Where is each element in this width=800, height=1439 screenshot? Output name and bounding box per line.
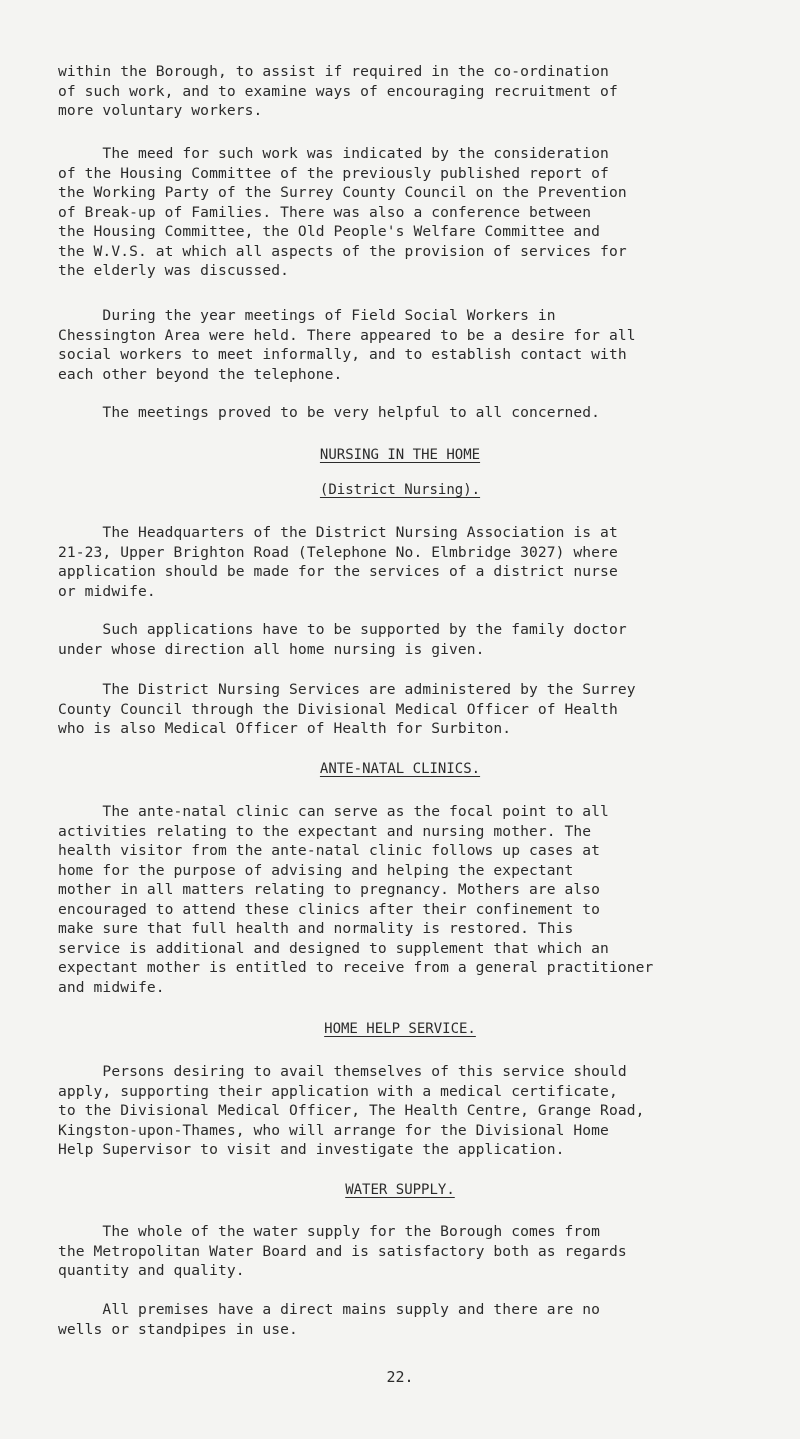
paragraph-housing-committee: The meed for such work was indicated by the consideration of the Housing Committee of the previously published report of the Working Party of the Surrey County Council on the Prevention of Break-up of Families. There was also a conference between the Housing Committee, the Old People's Welfare Committee and the W.V.S. at which all aspects of the provision of services for the elderly was discussed. <box>58 145 627 279</box>
paragraph-nursing-headquarters: The Headquarters of the District Nursing Association is at 21-23, Upper Brighton Road (Telephone No. Elmbridge 3027) where application should be made for the services of a district nurse or midwife. <box>58 524 618 600</box>
paragraph-field-social-workers: During the year meetings of Field Social Workers in Chessington Area were held. There appeared to be a desire for all social workers to meet informally, and to establish contact with each other beyond the telephone. <box>58 307 636 383</box>
paragraph-mains-supply: All premises have a direct mains supply and there are no wells or standpipes in use. <box>58 1301 601 1338</box>
paragraph-home-help-application: Persons desiring to avail themselves of this service should apply, supporting their application with a medical certificate, to the Divisional Medical Officer, The Health Centre, Grange Road, Kingston-upon-Thames, who will arrange for the Divisional Home Help Supervisor to visit and investigate the application. <box>58 1063 645 1158</box>
heading-district-nursing: (District Nursing). <box>319 482 481 498</box>
paragraph-metropolitan-water-board: The whole of the water supply for the Borough comes from the Metropolitan Water Board and is satisfactory both as regards quantity and quality. <box>58 1223 627 1279</box>
paragraph-nursing-administration: The District Nursing Services are administered by the Surrey County Council through the Divisional Medical Officer of Health who is also Medical Officer of Health for Surbiton. <box>58 681 636 737</box>
paragraph-ante-natal-clinic: The ante-natal clinic can serve as the focal point to all activities relating to the expectant and nursing mother. The health visitor from the ante-natal clinic follows up cases at home for the purpose of advising and helping the expectant mother in all matters relating to pregnancy. Mothers are also encouraged to attend these clinics after their confinement to make sure that full health and normality is restored. This service is additional and designed to supplement that which an expectant mother is entitled to receive from a general practitioner and midwife. <box>58 803 654 996</box>
heading-home-help-service: HOME HELP SERVICE. <box>324 1021 476 1037</box>
page-number: 22. <box>386 1368 414 1386</box>
paragraph-family-doctor: Such applications have to be supported by the family doctor under whose direction all home nursing is given. <box>58 621 627 658</box>
heading-water-supply: WATER SUPPLY. <box>345 1182 455 1198</box>
paragraph-meetings-helpful: The meetings proved to be very helpful to all concerned. <box>58 404 601 421</box>
heading-ante-natal-clinics: ANTE-NATAL CLINICS. <box>319 761 481 777</box>
paragraph-voluntary-workers: within the Borough, to assist if required in the co-ordination of such work, and to examine ways of encouraging recruitment of more voluntary workers. <box>58 63 618 119</box>
heading-nursing-in-the-home: NURSING IN THE HOME <box>319 447 481 463</box>
